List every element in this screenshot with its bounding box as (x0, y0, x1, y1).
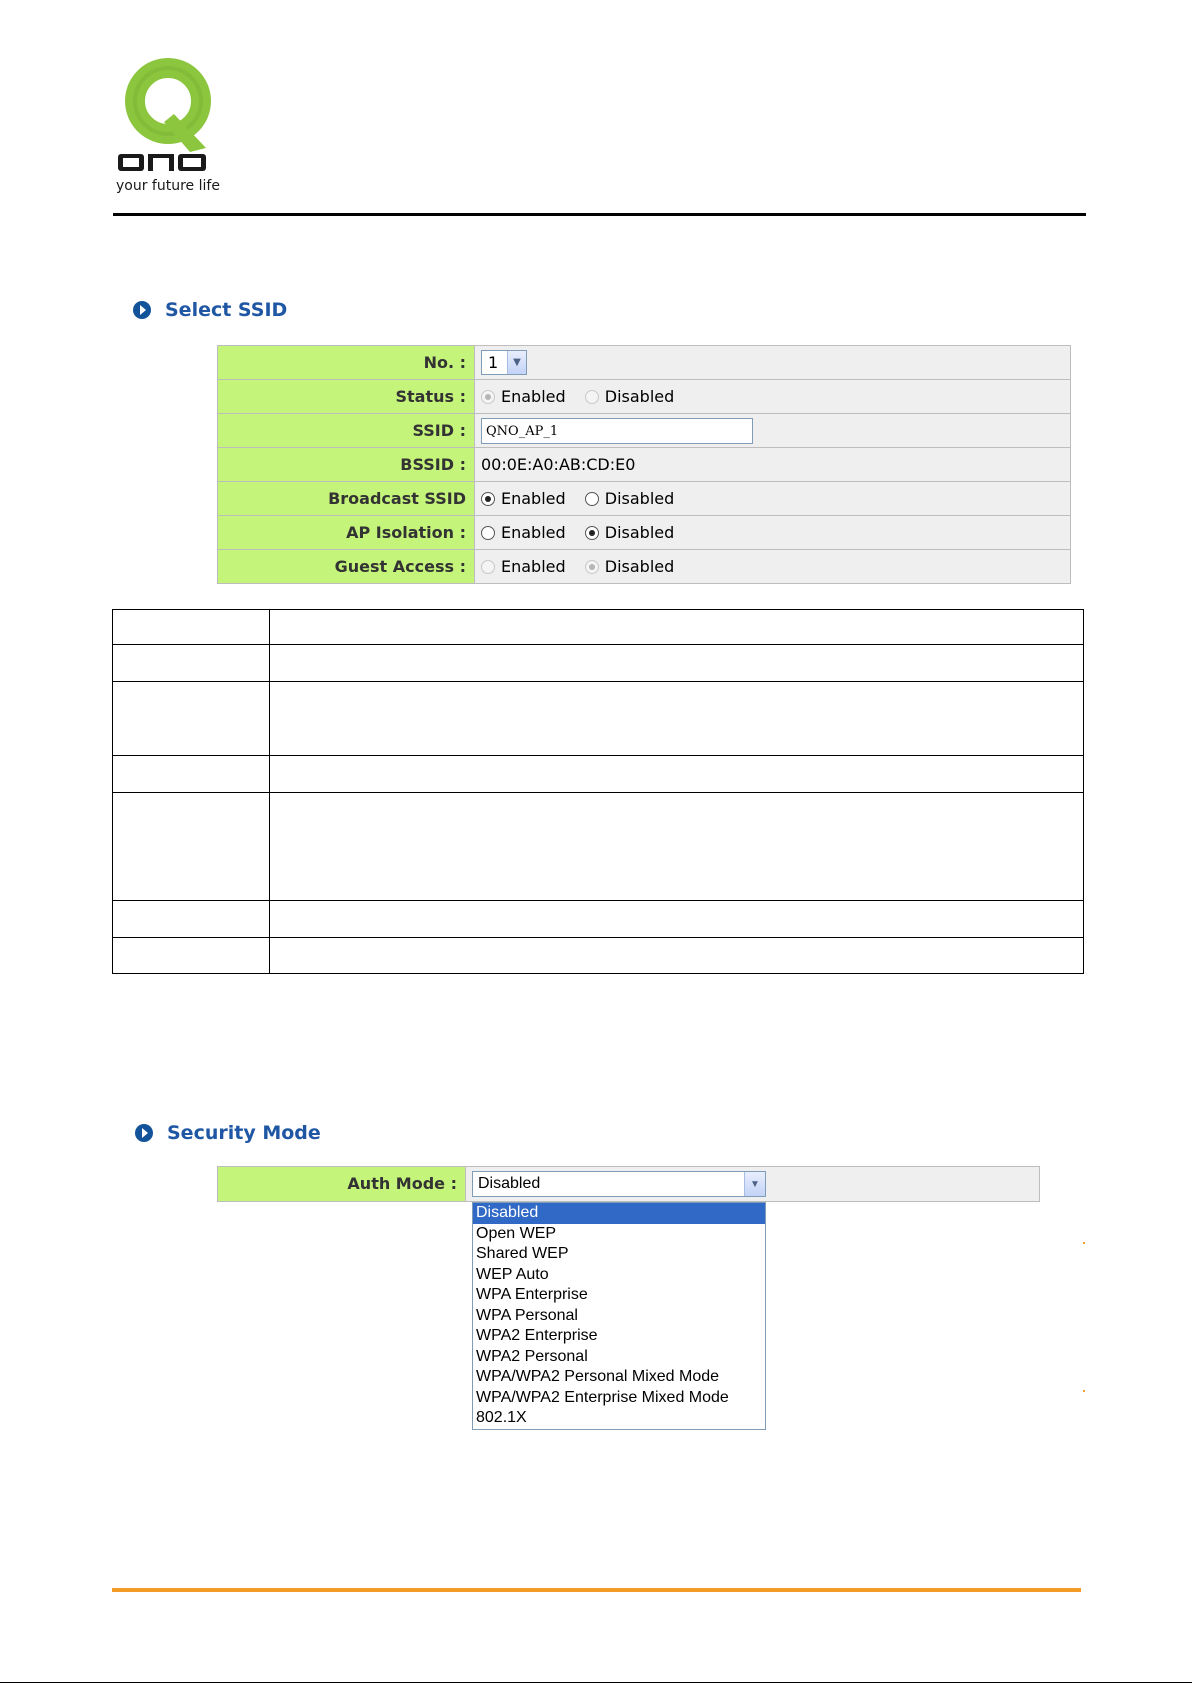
ssid-label: SSID : (218, 414, 475, 448)
broadcast-enabled-text: Enabled (501, 489, 566, 508)
desc-cell (270, 756, 1084, 793)
security-mode-title: Security Mode (167, 1122, 321, 1144)
ap-isolation-enabled-radio[interactable] (481, 526, 495, 540)
ap-isolation-disabled-radio[interactable] (585, 526, 599, 540)
desc-cell (270, 793, 1084, 901)
status-enabled-option (481, 387, 566, 406)
status-disabled-text: Disabled (604, 387, 675, 406)
auth-mode-panel (217, 1166, 1040, 1202)
guest-access-label: Guest Access : (218, 550, 475, 584)
security-mode-heading (135, 1122, 321, 1144)
status-enabled-text: Enabled (501, 387, 566, 406)
header-rule (113, 213, 1086, 216)
page-bottom-rule (0, 1682, 1192, 1683)
margin-mark (1083, 1242, 1085, 1244)
auth-option-open-wep[interactable]: Open WEP (476, 1224, 557, 1242)
chevron-down-icon[interactable]: ▼ (507, 351, 526, 374)
desc-cell (113, 938, 270, 974)
description-table (112, 609, 1084, 974)
desc-cell (113, 793, 270, 901)
chevron-down-icon[interactable]: ▼ (744, 1172, 765, 1196)
auth-mode-value: Disabled (478, 1175, 541, 1192)
auth-option-wpa-enterprise[interactable]: WPA Enterprise (476, 1286, 588, 1303)
auth-option-wpa-personal[interactable]: WPA Personal (476, 1306, 578, 1324)
arrow-bullet-icon (135, 1124, 153, 1142)
ssid-number-select[interactable] (481, 350, 527, 375)
auth-option-wpa2-enterprise[interactable]: WPA2 Enterprise (476, 1327, 598, 1344)
auth-mode-label: Auth Mode : (218, 1167, 466, 1201)
select-ssid-heading (133, 299, 287, 321)
guest-disabled-radio (585, 560, 599, 574)
auth-option-disabled[interactable]: Disabled (473, 1203, 765, 1224)
ssid-input[interactable]: QNO_AP_1 (481, 418, 753, 444)
auth-option-wpa-wpa2-personal-mixed[interactable]: WPA/WPA2 Personal Mixed Mode (476, 1368, 720, 1385)
broadcast-disabled-text: Disabled (604, 489, 675, 508)
broadcast-enabled-radio[interactable] (481, 492, 495, 506)
bssid-label: BSSID : (218, 448, 475, 482)
auth-option-wpa-wpa2-enterprise-mixed[interactable]: WPA/WPA2 Enterprise Mixed Mode (476, 1388, 729, 1406)
qno-logo (112, 56, 232, 196)
desc-cell (113, 756, 270, 793)
status-disabled-option (585, 387, 675, 406)
desc-cell (270, 682, 1084, 756)
desc-cell (113, 645, 270, 682)
guest-enabled-option (481, 557, 566, 576)
auth-mode-dropdown-list[interactable] (472, 1202, 766, 1430)
desc-cell (270, 610, 1084, 645)
no-label: No. : (218, 346, 475, 380)
ap-isolation-enabled-text: Enabled (501, 523, 566, 542)
desc-cell (270, 938, 1084, 974)
guest-enabled-radio (481, 560, 495, 574)
bssid-value: 00:0E:A0:AB:CD:E0 (481, 455, 636, 474)
desc-cell (270, 645, 1084, 682)
desc-cell (270, 901, 1084, 938)
auth-option-shared-wep[interactable]: Shared WEP (476, 1245, 569, 1262)
ap-isolation-disabled-option[interactable] (585, 523, 675, 542)
broadcast-enabled-option[interactable] (481, 489, 566, 508)
auth-mode-select[interactable] (472, 1171, 766, 1197)
status-label: Status : (218, 380, 475, 414)
auth-option-wpa2-personal[interactable]: WPA2 Personal (476, 1347, 588, 1365)
broadcast-disabled-option[interactable] (585, 489, 675, 508)
desc-cell (113, 901, 270, 938)
broadcast-disabled-radio[interactable] (585, 492, 599, 506)
logo-tagline: your future life (116, 178, 220, 194)
select-ssid-title: Select SSID (165, 299, 288, 321)
guest-disabled-option (585, 557, 675, 576)
ap-isolation-disabled-text: Disabled (604, 523, 675, 542)
auth-option-wep-auto[interactable]: WEP Auto (476, 1265, 549, 1283)
desc-cell (113, 682, 270, 756)
auth-option-802-1x[interactable]: 802.1X (476, 1409, 527, 1426)
guest-disabled-text: Disabled (604, 557, 675, 576)
status-disabled-radio (585, 390, 599, 404)
desc-cell (113, 610, 270, 645)
ap-isolation-enabled-option[interactable] (481, 523, 566, 542)
margin-mark (1083, 1390, 1085, 1392)
arrow-bullet-icon (133, 301, 151, 319)
status-enabled-radio (481, 390, 495, 404)
ssid-number-value: 1 (488, 353, 499, 372)
ssid-settings-panel (217, 345, 1071, 584)
footer-rule (112, 1588, 1081, 1592)
guest-enabled-text: Enabled (501, 557, 566, 576)
ap-isolation-label: AP Isolation : (218, 516, 475, 550)
broadcast-ssid-label: Broadcast SSID (218, 482, 475, 516)
